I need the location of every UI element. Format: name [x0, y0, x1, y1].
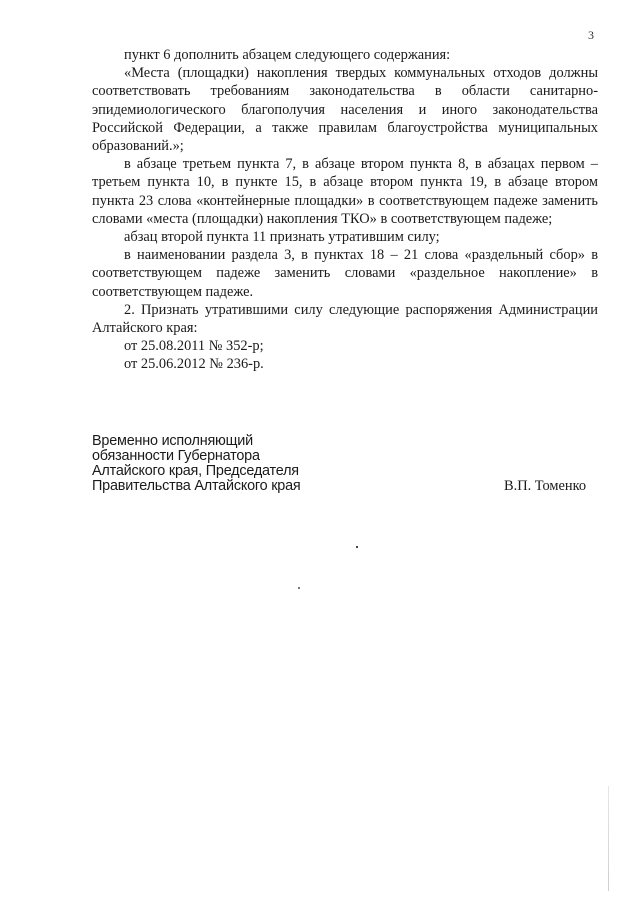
signature-title-line: Алтайского края, Председателя [92, 463, 299, 479]
paragraph: пункт 6 дополнить абзацем следующего содержания: [124, 47, 451, 63]
paragraph: от 25.08.2011 № 352-р; [124, 338, 264, 355]
scan-speck [298, 587, 300, 589]
signature-title-line: Правительства Алтайского края [92, 478, 301, 494]
signature-title-line: обязанности Губернатора [92, 448, 260, 464]
scan-edge-line [608, 786, 609, 891]
document-body [92, 46, 598, 374]
signature-title-line: Временно исполняющий [92, 433, 253, 449]
signature-title [92, 434, 301, 494]
page-number: 3 [588, 28, 594, 42]
paragraph: «Места (площадки) накопления твердых коммунальных отходов должны соответствовать требованиям законодательства в области санитарно-эпидемиологического благополучия населения и иного законодательства Российской Федерации, а также правилам благоустройства муниципальных образований.»; [92, 65, 598, 155]
scan-speck [356, 546, 358, 548]
paragraph: абзац второй пункта 11 признать утратившим силу; [124, 229, 440, 246]
signatory-name: В.П. Томенко [504, 478, 587, 494]
paragraph: в абзаце третьем пункта 7, в абзаце втором пункта 8, в абзацах первом – третьем пункта 10, в пункте 15, в абзаце втором пункта 19, в абзаце втором пункта 23 слова «контейнерные площадки» в соответствующем падеже заменить словами «места (площадки) накопления ТКО» в соответствующем падеже; [92, 156, 598, 227]
paragraph: от 25.06.2012 № 236-р. [124, 356, 264, 373]
paragraph: 2. Признать утратившими силу следующие распоряжения Администрации Алтайского края: [92, 301, 598, 337]
paragraph: в наименовании раздела 3, в пунктах 18 – 21 слова «раздельный сбор» в соответствующем падеже заменить словами «раздельное накопление» в соответствующем падеже. [92, 247, 598, 300]
